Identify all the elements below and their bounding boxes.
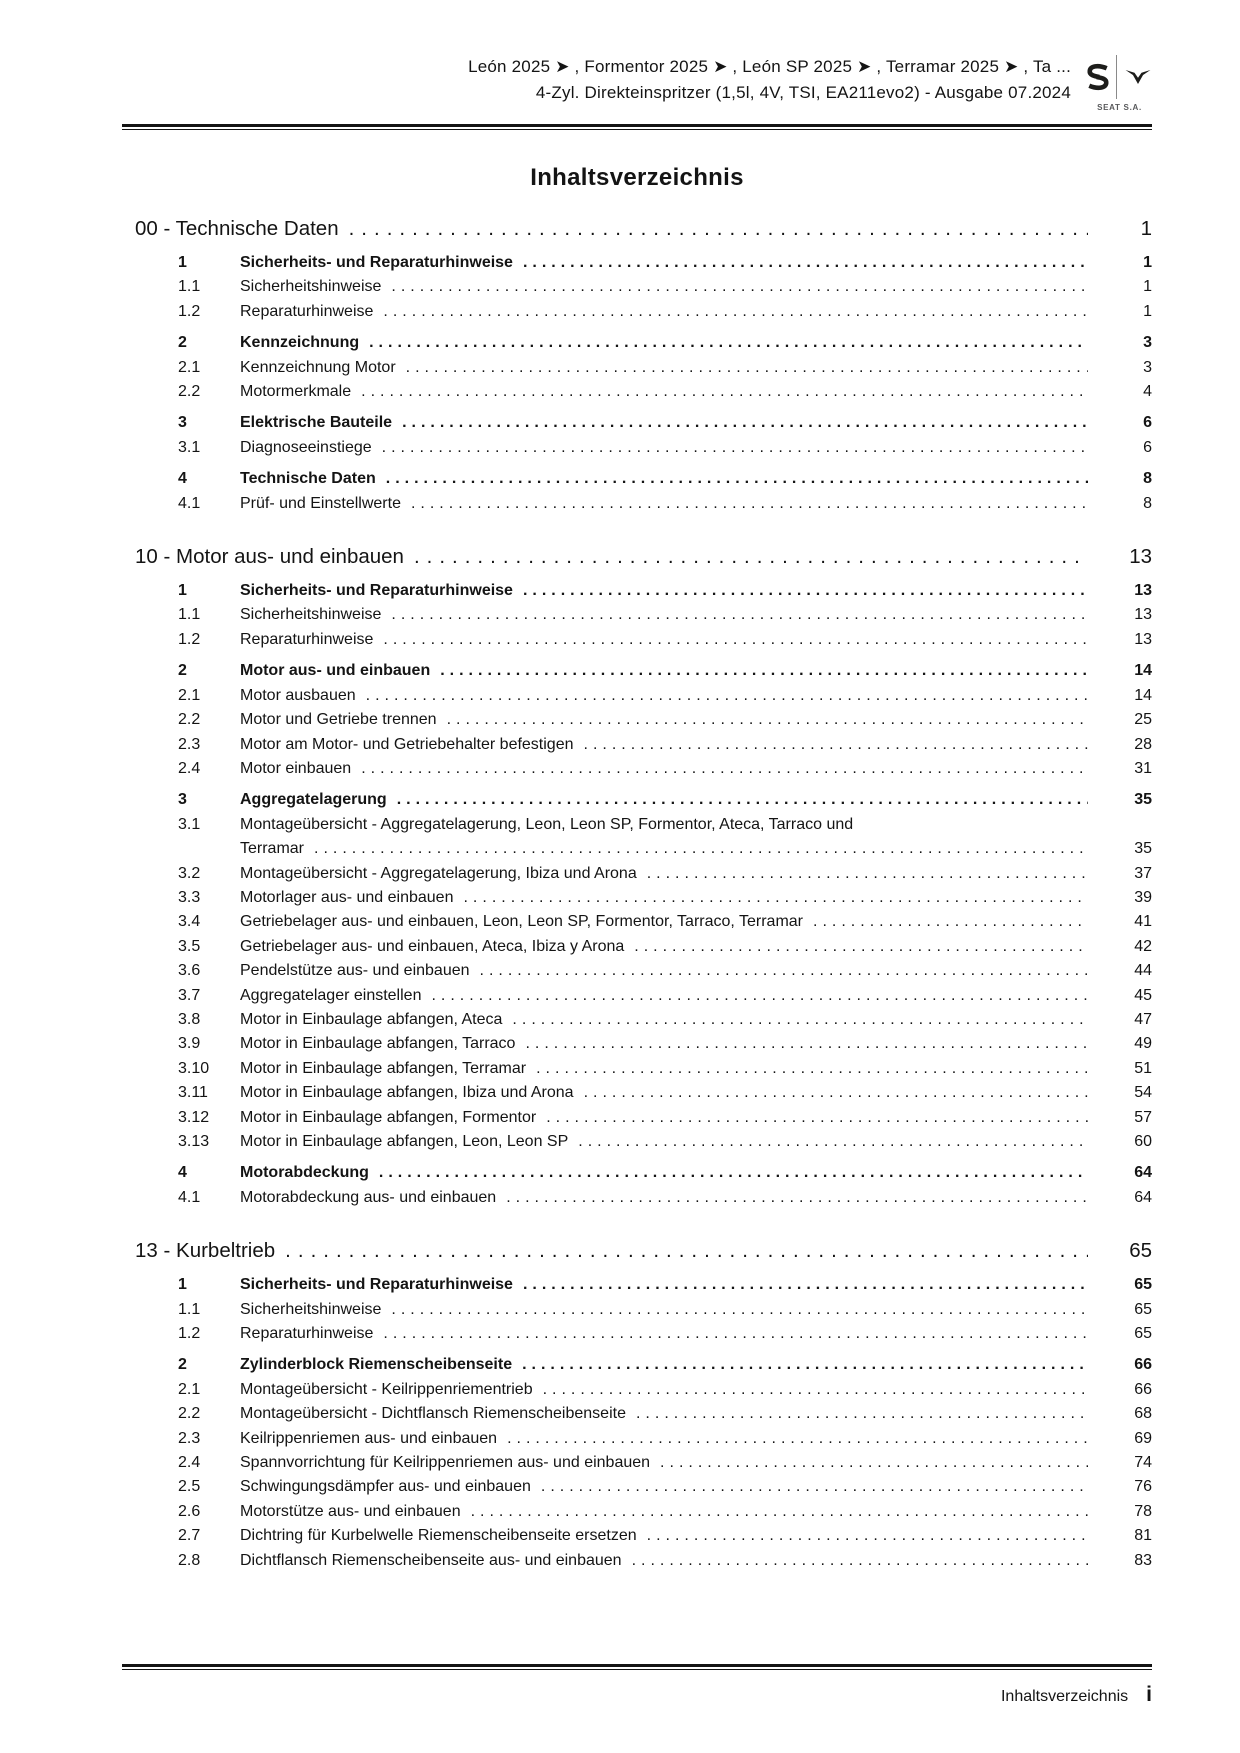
dot-leader [391,1298,1088,1322]
toc-entry-number: 1 [178,1276,187,1294]
toc-entry-page: 14 [1134,662,1152,680]
toc-entry-page: 13 [1134,606,1152,624]
dot-leader [379,1161,1088,1185]
toc-entry-page: 6 [1143,438,1152,456]
toc-entry-number: 2.7 [178,1527,201,1545]
dot-leader [636,1402,1088,1426]
dot-leader [383,628,1088,652]
dot-leader [402,411,1088,435]
toc-entry-page: 60 [1134,1133,1152,1150]
toc-entry[interactable] [122,886,1152,910]
toc-entry-number: 2 [178,334,187,352]
toc-entry-page: 4 [1143,383,1152,401]
toc-entry-number: 2 [178,1356,187,1374]
dot-leader [361,757,1088,781]
toc-entry-title: Elektrische Bauteile [240,414,393,432]
toc-entry-page: 28 [1134,735,1152,753]
toc-entry-page: 8 [1143,494,1152,512]
toc-section-page: 13 [1129,545,1152,569]
toc-entry[interactable] [122,467,1152,491]
toc-entry-title: Motor in Einbaulage abfangen, Terramar [240,1059,527,1077]
toc-entry-title: Getriebelager aus- und einbauen, Leon, Leon SP, Formentor, Tarraco, Terramar [240,913,804,931]
dot-leader [541,1475,1088,1499]
toc-entry[interactable] [122,411,1152,435]
toc-entry-page: 42 [1134,937,1152,955]
toc-section-label: 13 - Kurbeltrieb [135,1239,276,1263]
dot-leader [414,542,1088,572]
toc-entry-number: 2.1 [178,358,201,376]
toc-entry-title: Motormerkmale [240,383,352,401]
toc-entry[interactable] [122,275,1152,299]
toc-entry-title: Montageübersicht - Dichtflansch Riemenscheibenseite [240,1405,626,1423]
toc-entry-number: 4.1 [178,494,201,512]
toc-section-row[interactable] [135,214,1152,244]
toc-entry-title: Motor in Einbaulage abfangen, Ateca [240,1010,503,1028]
toc-entry-number: 3.1 [178,438,201,456]
toc-entry-number: 3.13 [178,1133,210,1150]
dot-leader [578,1130,1088,1154]
toc-entry[interactable] [122,862,1152,886]
toc [122,214,1152,1573]
toc-entry-number: 3.1 [178,815,201,833]
toc-section-row[interactable] [135,542,1152,572]
dot-leader [285,1236,1088,1266]
toc-entry[interactable] [122,1106,1152,1130]
toc-entry-page: 8 [1143,470,1152,488]
toc-entry-title: Motor in Einbaulage abfangen, Tarraco [240,1035,516,1053]
toc-entry[interactable] [122,1008,1152,1032]
toc-entry-title: Motor ausbauen [240,686,356,704]
toc-entry-page: 68 [1134,1405,1152,1423]
toc-entry[interactable] [122,300,1152,324]
toc-entry-title: Dichtflansch Riemenscheibenseite aus- und einbauen [240,1551,622,1569]
dot-leader [506,1186,1088,1210]
toc-entry-title: Motor in Einbaulage abfangen, Formentor [240,1108,537,1126]
toc-entry[interactable] [122,380,1152,404]
toc-entry[interactable] [122,1161,1152,1185]
toc-entry[interactable] [122,1298,1152,1322]
toc-entry[interactable] [122,1427,1152,1451]
toc-entry-page: 13 [1134,630,1152,648]
toc-entry[interactable] [122,628,1152,652]
toc-entry-page: 45 [1134,986,1152,1004]
dot-leader [369,331,1088,355]
toc-entry-page: 65 [1134,1300,1152,1318]
toc-entry-page: 49 [1134,1035,1152,1053]
toc-entry[interactable] [122,788,1152,812]
toc-entry[interactable] [122,251,1152,275]
toc-entry-page: 6 [1143,414,1152,432]
footer-label: Inhaltsverzeichnis [1000,1688,1129,1705]
dot-leader [391,275,1088,299]
toc-entry-title: Motor aus- und einbauen [240,662,431,680]
toc-entry-title: Sicherheits- und Reparaturhinweise [240,1276,513,1294]
toc-entry[interactable] [122,579,1152,603]
toc-entry[interactable] [122,659,1152,683]
toc-entry-page: 44 [1134,962,1152,980]
dot-leader [525,1032,1088,1056]
toc-entry-page: 64 [1134,1164,1152,1182]
dot-leader [584,1081,1088,1105]
toc-entry[interactable] [122,1032,1152,1056]
dot-leader [647,1524,1088,1548]
toc-entry-number: 2.1 [178,1380,201,1398]
toc-entry-title: Keilrippenriemen aus- und einbauen [240,1429,498,1447]
toc-section-page: 65 [1129,1239,1152,1263]
toc-entry-page: 39 [1134,888,1152,906]
toc-entry-page: 1 [1143,254,1152,271]
toc-entry[interactable] [122,1273,1152,1297]
toc-entry-number: 2.1 [178,686,201,704]
toc-entry-title: Reparaturhinweise [240,1325,374,1343]
toc-entry[interactable] [122,1475,1152,1499]
toc-entry-title: Aggregatelagerung [240,791,387,809]
toc-entry[interactable] [122,436,1152,460]
toc-entry-title: Diagnoseeinstiege [240,438,372,456]
toc-entry-number: 2.2 [178,383,201,401]
toc-entry-title: Technische Daten [240,470,376,488]
toc-entry-title: Motor in Einbaulage abfangen, Leon, Leon SP [240,1133,569,1150]
toc-entry-page: 47 [1134,1010,1152,1028]
dot-leader [523,579,1088,603]
toc-entry[interactable] [122,1524,1152,1548]
toc-entry[interactable] [122,331,1152,355]
toc-entry[interactable] [122,757,1152,781]
toc-entry-page: 57 [1134,1108,1152,1126]
toc-entry-number: 3.11 [178,1084,208,1102]
toc-entry-page: 64 [1134,1188,1152,1206]
toc-entry-number: 3.6 [178,962,201,980]
document-header [122,54,1152,130]
toc-entry[interactable] [122,1378,1152,1402]
toc-entry-page: 35 [1134,840,1152,858]
toc-entry-page: 14 [1134,686,1152,704]
toc-entry-title: Sicherheits- und Reparaturhinweise [240,582,513,600]
toc-entry-title: Getriebelager aus- und einbauen, Ateca, Ibiza y Arona [240,937,625,955]
dot-leader [383,300,1088,324]
toc-entry[interactable] [122,984,1152,1008]
toc-entry-title: Motor einbauen [240,759,352,777]
brand-logos [1087,54,1152,100]
dot-leader [634,935,1088,959]
toc-entry-number: 2.2 [178,1405,201,1423]
toc-entry-page: 54 [1134,1084,1152,1102]
toc-entry[interactable] [122,708,1152,732]
toc-entry[interactable] [122,1081,1152,1105]
dot-leader [632,1549,1088,1573]
toc-entry-number: 1.2 [178,302,201,320]
toc-entry[interactable] [122,492,1152,516]
toc-entry-page: 83 [1134,1551,1152,1569]
toc-entry-page: 51 [1134,1059,1152,1077]
toc-entry-title: Motorlager aus- und einbauen [240,888,454,906]
toc-entry-page: 74 [1134,1454,1152,1472]
toc-entry-title: Reparaturhinweise [240,302,374,320]
dot-leader [660,1451,1088,1475]
toc-entry-page: 65 [1134,1276,1152,1294]
toc-entry-title: Montageübersicht - Keilrippenriementrieb [240,1380,533,1398]
toc-entry-title: Montageübersicht - Aggregatelagerung, Ibiza und Arona [240,864,637,882]
toc-entry-title: Terramar [240,840,305,858]
toc-entry-number: 4 [178,470,187,488]
toc-section-label: 00 - Technische Daten [135,217,339,240]
dot-leader [523,251,1088,275]
toc-entry-page: 69 [1134,1429,1152,1447]
toc-entry[interactable] [122,959,1152,983]
toc-section-row[interactable] [135,1236,1152,1266]
toc-entry-page: 35 [1134,791,1152,809]
dot-leader [314,837,1088,861]
brand-company-label: SEAT S.A. [1097,103,1142,112]
dot-leader [386,467,1088,491]
toc-entry-number: 2.4 [178,759,201,777]
brand-block [1087,54,1152,112]
dot-leader [512,1008,1088,1032]
dot-leader [813,910,1088,934]
toc-entry-page: 66 [1134,1356,1152,1374]
toc-entry-title: Sicherheitshinweise [240,1300,382,1318]
header-text [468,54,1071,106]
toc-entry[interactable] [122,733,1152,757]
toc-entry-title: Spannvorrichtung für Keilrippenriemen aus- und einbauen [240,1454,651,1472]
dot-leader [543,1378,1088,1402]
toc-entry[interactable] [122,1057,1152,1081]
toc-entry[interactable] [122,1549,1152,1573]
dot-leader [647,862,1088,886]
toc-entry-number: 3.2 [178,864,201,882]
toc-entry[interactable] [122,1500,1152,1524]
toc-entry-page: 13 [1134,582,1152,600]
toc-entry-page: 37 [1134,864,1152,882]
masthead [122,54,1152,112]
toc-entry-number: 2.5 [178,1478,201,1496]
header-models-line: León 2025 ➤ , Formentor 2025 ➤ , León SP 2025 ➤ , Terramar 2025 ➤ , Ta ... [468,57,1071,76]
toc-entry-title: Kennzeichnung Motor [240,358,396,376]
dot-leader [546,1106,1088,1130]
footer-page-number: i [1146,1683,1152,1706]
toc-entry-page: 81 [1134,1527,1152,1545]
toc-entry-page: 65 [1134,1325,1152,1343]
header-engine-line: 4-Zyl. Direkteinspritzer (1,5l, 4V, TSI, EA211evo2) - Ausgabe 07.2024 [535,83,1071,102]
toc-entry-number: 3.3 [178,888,201,906]
dot-leader [361,380,1088,404]
toc-entry-page: 3 [1143,358,1152,376]
toc-entry-title: Motor und Getriebe trennen [240,711,437,729]
dot-leader [349,214,1088,244]
toc-entry-title: Sicherheitshinweise [240,278,382,296]
toc-entry-number: 2.4 [178,1454,201,1472]
toc-entry[interactable] [122,910,1152,934]
toc-entry-number: 2.3 [178,1429,201,1447]
seat-logo-icon [1087,62,1109,92]
toc-entry-number: 1.1 [178,606,201,624]
toc-entry-title: Reparaturhinweise [240,630,374,648]
dot-leader [431,984,1088,1008]
toc-entry-number: 3 [178,414,187,432]
dot-leader [382,436,1088,460]
toc-entry-title: Zylinderblock Riemenscheibenseite [240,1356,513,1374]
toc-entry-number: 2.6 [178,1502,201,1520]
dot-leader [391,603,1088,627]
toc-entry-page: 41 [1134,913,1152,931]
toc-entry-title: Prüf- und Einstellwerte [240,494,401,512]
toc-entry-page: 3 [1143,334,1152,352]
toc-entry-title: Pendelstütze aus- und einbauen [240,962,470,980]
dot-leader [480,959,1088,983]
toc-entry-number: 2.8 [178,1551,201,1569]
toc-entry-number: 4 [178,1164,187,1182]
toc-entry-number: 1.1 [178,1300,201,1318]
toc-entry-number: 3.9 [178,1035,201,1053]
toc-entry-number: 3.12 [178,1108,210,1126]
toc-entry-number: 3.10 [178,1059,210,1077]
dot-leader [471,1500,1088,1524]
toc-entry-title: Aggregatelager einstellen [240,986,422,1004]
dot-leader [536,1057,1088,1081]
footer-rule [122,1664,1152,1670]
toc-entry[interactable] [122,1353,1152,1377]
dot-leader [522,1353,1088,1377]
toc-section [122,214,1152,516]
toc-entry-number: 1 [178,582,187,600]
toc-entry-page: 76 [1134,1478,1152,1496]
dot-leader [383,1322,1088,1346]
toc-entry[interactable] [122,1322,1152,1346]
toc-entry-title: Motorabdeckung aus- und einbauen [240,1188,497,1206]
toc-entry-page: 66 [1134,1380,1152,1398]
toc-entry-title: Sicherheitshinweise [240,606,382,624]
toc-entry-page: 31 [1134,759,1152,777]
toc-entry-page: 1 [1143,302,1152,320]
toc-entry-number: 1.2 [178,630,201,648]
dot-leader [584,733,1089,757]
toc-entry-title: Montageübersicht - Aggregatelagerung, Leon, Leon SP, Formentor, Ateca, Tarraco und [240,815,854,833]
toc-entry-title: Motorstütze aus- und einbauen [240,1502,461,1520]
toc-entry-page: 78 [1134,1502,1152,1520]
toc-section [122,542,1152,1210]
toc-entry[interactable] [122,935,1152,959]
toc-entry-page: 1 [1143,278,1152,296]
toc-section [122,1236,1152,1573]
dot-leader [406,356,1088,380]
dot-leader [411,492,1088,516]
header-rule [122,124,1152,130]
toc-entries [122,251,1152,516]
toc-entry-number: 3.5 [178,937,201,955]
toc-entry-title: Motor am Motor- und Getriebehalter befestigen [240,735,574,753]
toc-entries [122,579,1152,1210]
toc-entry-number: 3 [178,791,187,809]
toc-section-label: 10 - Motor aus- und einbauen [135,545,404,569]
toc-entry[interactable] [122,1402,1152,1426]
toc-entry-title: Motorabdeckung [240,1164,369,1182]
dot-leader [463,886,1088,910]
toc-entry[interactable] [122,684,1152,708]
toc-entry-number: 3.7 [178,986,201,1004]
dot-leader [507,1427,1088,1451]
toc-entry[interactable] [122,813,1152,837]
toc-entry[interactable] [122,603,1152,627]
toc-entry-title: Schwingungsdämpfer aus- und einbauen [240,1478,531,1496]
footer-line [122,1683,1152,1707]
toc-entry-number: 2.3 [178,735,201,753]
toc-entry-number: 3.8 [178,1010,201,1028]
brand-divider [1116,55,1117,99]
cupra-logo-icon [1124,67,1152,87]
toc-entry-title: Sicherheits- und Reparaturhinweise [240,254,513,271]
toc-entry-title: Motor in Einbaulage abfangen, Ibiza und Arona [240,1084,574,1102]
document-footer [122,1652,1152,1707]
toc-entry-number: 3.4 [178,913,201,931]
toc-entries [122,1273,1152,1573]
toc-entry[interactable] [122,1130,1152,1154]
dot-leader [366,684,1088,708]
toc-entry-number: 2 [178,662,187,680]
toc-entry-number: 4.1 [178,1188,201,1206]
dot-leader [440,659,1088,683]
toc-entry-number: 2.2 [178,711,201,729]
toc-entry-page: 25 [1134,711,1152,729]
toc-entry[interactable] [122,1451,1152,1475]
toc-entry-number: 1.2 [178,1325,201,1343]
toc-entry[interactable] [122,1186,1152,1210]
toc-entry-number: 1.1 [178,278,201,296]
toc-entry-title: Kennzeichnung [240,334,360,352]
toc-entry-number: 1 [178,254,187,271]
page-title: Inhaltsverzeichnis [530,164,744,191]
dot-leader [523,1273,1088,1297]
dot-leader [447,708,1088,732]
toc-entry[interactable] [122,356,1152,380]
toc-entry-continuation[interactable] [122,837,1152,861]
toc-entry-title: Dichtring für Kurbelwelle Riemenscheibenseite ersetzen [240,1527,637,1545]
dot-leader [397,788,1088,812]
toc-section-page: 1 [1140,217,1152,240]
